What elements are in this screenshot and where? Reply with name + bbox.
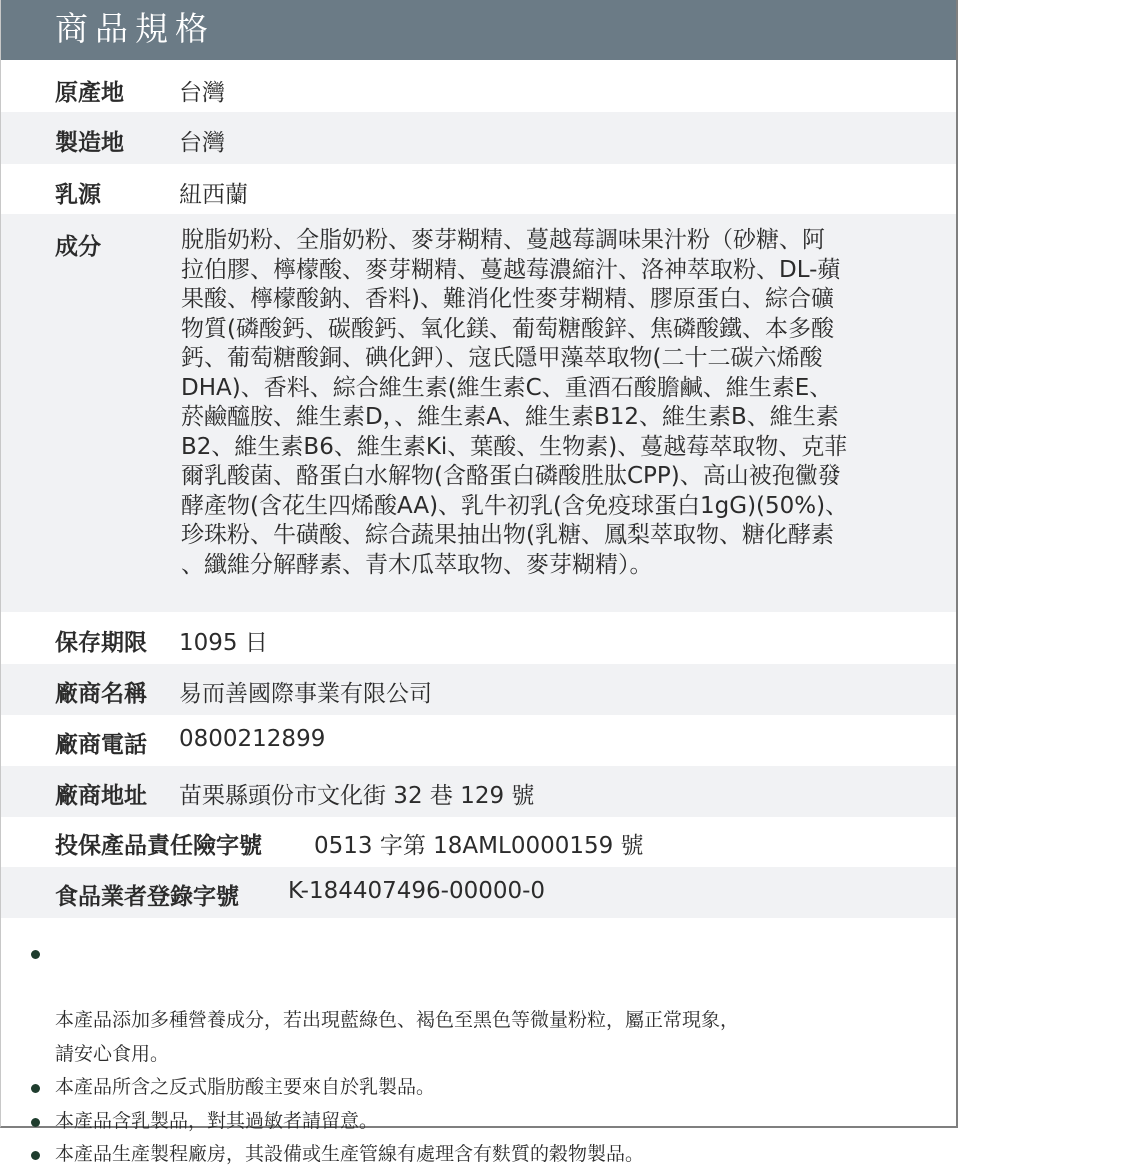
spec-label: 乳源: [55, 182, 101, 208]
spec-row-insurance: [1, 817, 956, 867]
spec-row-company-phone: [1, 715, 956, 766]
spec-label: 原產地: [55, 80, 124, 106]
spec-value: 1095 日: [179, 630, 268, 656]
spec-label: 保存期限: [55, 630, 147, 656]
spec-value: 0800212899: [179, 726, 326, 752]
spec-value: 苗栗縣頭份市文化街 32 巷 129 號: [179, 783, 535, 809]
note-item: [29, 1138, 929, 1172]
spec-row-origin: [1, 60, 956, 112]
bullet-icon: [31, 1118, 40, 1127]
note-item: [29, 1071, 929, 1105]
spec-label: 投保產品責任險字號: [55, 833, 262, 859]
ingredients-text: 脫脂奶粉、全脂奶粉、麥芽糊精、蔓越莓調味果汁粉（砂糖、阿 拉伯膠、檸檬酸、麥芽糊精、蔓越莓濃縮汁、洛神萃取粉、DL-蘋 果酸、檸檬酸鈉、香料)、難消化性麥芽糊精、膠原蛋白、綜合礦 物質(磷酸鈣、碳酸鈣、氧化鎂、葡萄糖酸鋅、焦磷酸鐵、本多酸 鈣、葡萄糖酸銅、碘化鉀）、寇氏隱甲藻萃取物(二十二碳六烯酸 DHA)、香料、綜合維生素(維生素C、重酒石酸膽鹹、維生素E、 菸鹼醯胺、維生素D，、維生素A、維生素B12、維生素B、維生素 B2、維生素B6、維生素Ki、葉酸、生物素)、蔓越莓萃取物、克菲 爾乳酸菌、酪蛋白水解物(含酪蛋白磷酸胜肽CPP)、高山被孢黴發 酵產物(含花生四烯酸AA)、乳牛初乳(含免疫球蛋白1gG)(50%)、 珍珠粉、牛磺酸、綜合蔬果抽出物(乳糖、鳳梨萃取物、糖化酵素 、纖維分解酵素、青木瓜萃取物、麥芽糊精）。: [181, 227, 849, 578]
note-text: 本產品生產製程廠房，其設備或生產管線有處理含有麩質的穀物製品。: [55, 1143, 645, 1165]
notes-list: [29, 937, 929, 1172]
note-text: 本產品所含之反式脂肪酸主要來自於乳製品。: [55, 1076, 436, 1098]
spec-header-title: 商品規格: [55, 9, 215, 48]
spec-value: 紐西蘭: [179, 182, 248, 208]
spec-row-company-name: [1, 664, 956, 715]
spec-label: 成分: [55, 234, 101, 260]
spec-value: K-184407496-00000-0: [288, 878, 546, 904]
spec-label: 廠商電話: [55, 732, 147, 758]
spec-row-milk-source: [1, 164, 956, 214]
spec-label: 廠商名稱: [55, 681, 147, 707]
note-item: [29, 937, 929, 1071]
bullet-icon: [31, 1151, 40, 1160]
note-item: [29, 1105, 929, 1139]
spec-row-shelf-life: [1, 612, 956, 664]
spec-label: 食品業者登錄字號: [55, 884, 239, 910]
spec-value: 台灣: [179, 130, 225, 156]
spec-label: 製造地: [55, 130, 124, 156]
spec-value: 0513 字第 18AML0000159 號: [314, 833, 644, 859]
note-text: 本產品添加多種營養成分，若出現藍綠色、褐色至黑色等微量粉粒，屬正常現象， 請安心食用。: [55, 1009, 740, 1065]
spec-value: 台灣: [179, 80, 225, 106]
spec-label: 廠商地址: [55, 783, 147, 809]
spec-row-registration: [1, 867, 956, 918]
bullet-icon: [31, 950, 40, 959]
spec-row-company-address: [1, 766, 956, 817]
note-text: 本產品含乳製品，對其過敏者請留意。: [55, 1109, 379, 1132]
bullet-icon: [31, 1084, 40, 1093]
spec-row-manufacture: [1, 112, 956, 164]
spec-value: 易而善國際事業有限公司: [179, 681, 432, 707]
spec-header: [1, 0, 956, 60]
